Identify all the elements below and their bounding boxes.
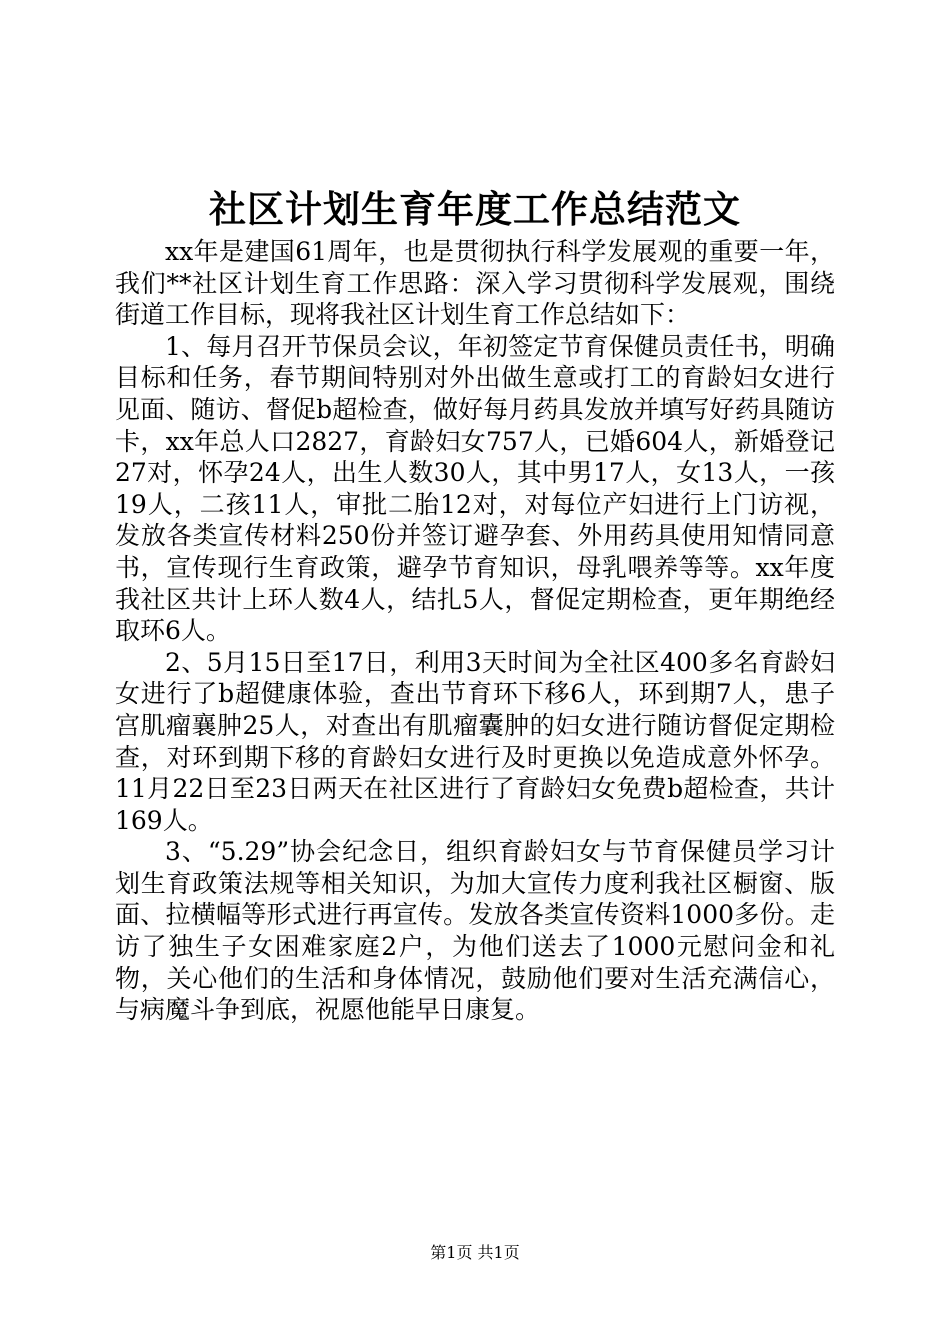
paragraph-item-3: 3、“5.29”协会纪念日，组织育龄妇女与节育保健员学习计划生育政策法规等相关知识，为加大宣传力度利我社区橱窗、版面、拉横幅等形式进行再宣传。发放各类宣传资料1000多份。走访了独生子女困难家庭2户，为他们送去了1000元慰问金和礼物，关心他们的生活和身体情况，鼓励他们要对生活充满信心，与病魔斗争到底，祝愿他能早日康复。 bbox=[115, 837, 835, 1025]
document-body bbox=[115, 236, 835, 1026]
paragraph-item-1: 1、每月召开节保员会议，年初签定节育保健员责任书，明确目标和任务，春节期间特别对外出做生意或打工的育龄妇女进行见面、随访、督促b超检查，做好每月药具发放并填写好药具随访卡，xx年总人口2827，育龄妇女757人，已婚604人，新婚登记27对，怀孕24人，出生人数30人，其中男17人，女13人，一孩19人，二孩11人，审批二胎12对，对每位产妇进行上门访视，发放各类宣传材料250份并签订避孕套、外用药具使用知情同意书，宣传现行生育政策，避孕节育知识，母乳喂养等等。xx年度我社区共计上环人数4人，结扎5人，督促定期检查，更年期绝经取环6人。 bbox=[115, 331, 835, 646]
document-title: 社区计划生育年度工作总结范文 bbox=[209, 187, 741, 231]
page-footer: 第1页 共1页 bbox=[430, 1243, 520, 1262]
paragraph-intro: xx年是建国61周年，也是贯彻执行科学发展观的重要一年，我们**社区计划生育工作思路：深入学习贯彻科学发展观，围绕街道工作目标，现将我社区计划生育工作总结如下： bbox=[115, 237, 835, 330]
paragraph-item-2: 2、5月15日至17日，利用3天时间为全社区400多名育龄妇女进行了b超健康体验，查出节育环下移6人，环到期7人，患子宫肌瘤襄肿25人，对查出有肌瘤囊肿的妇女进行随访督促定期检查，对环到期下移的育龄妇女进行及时更换以免造成意外怀孕。11月22日至23日两天在社区进行了育龄妇女免费b超检查，共计169人。 bbox=[115, 647, 835, 835]
